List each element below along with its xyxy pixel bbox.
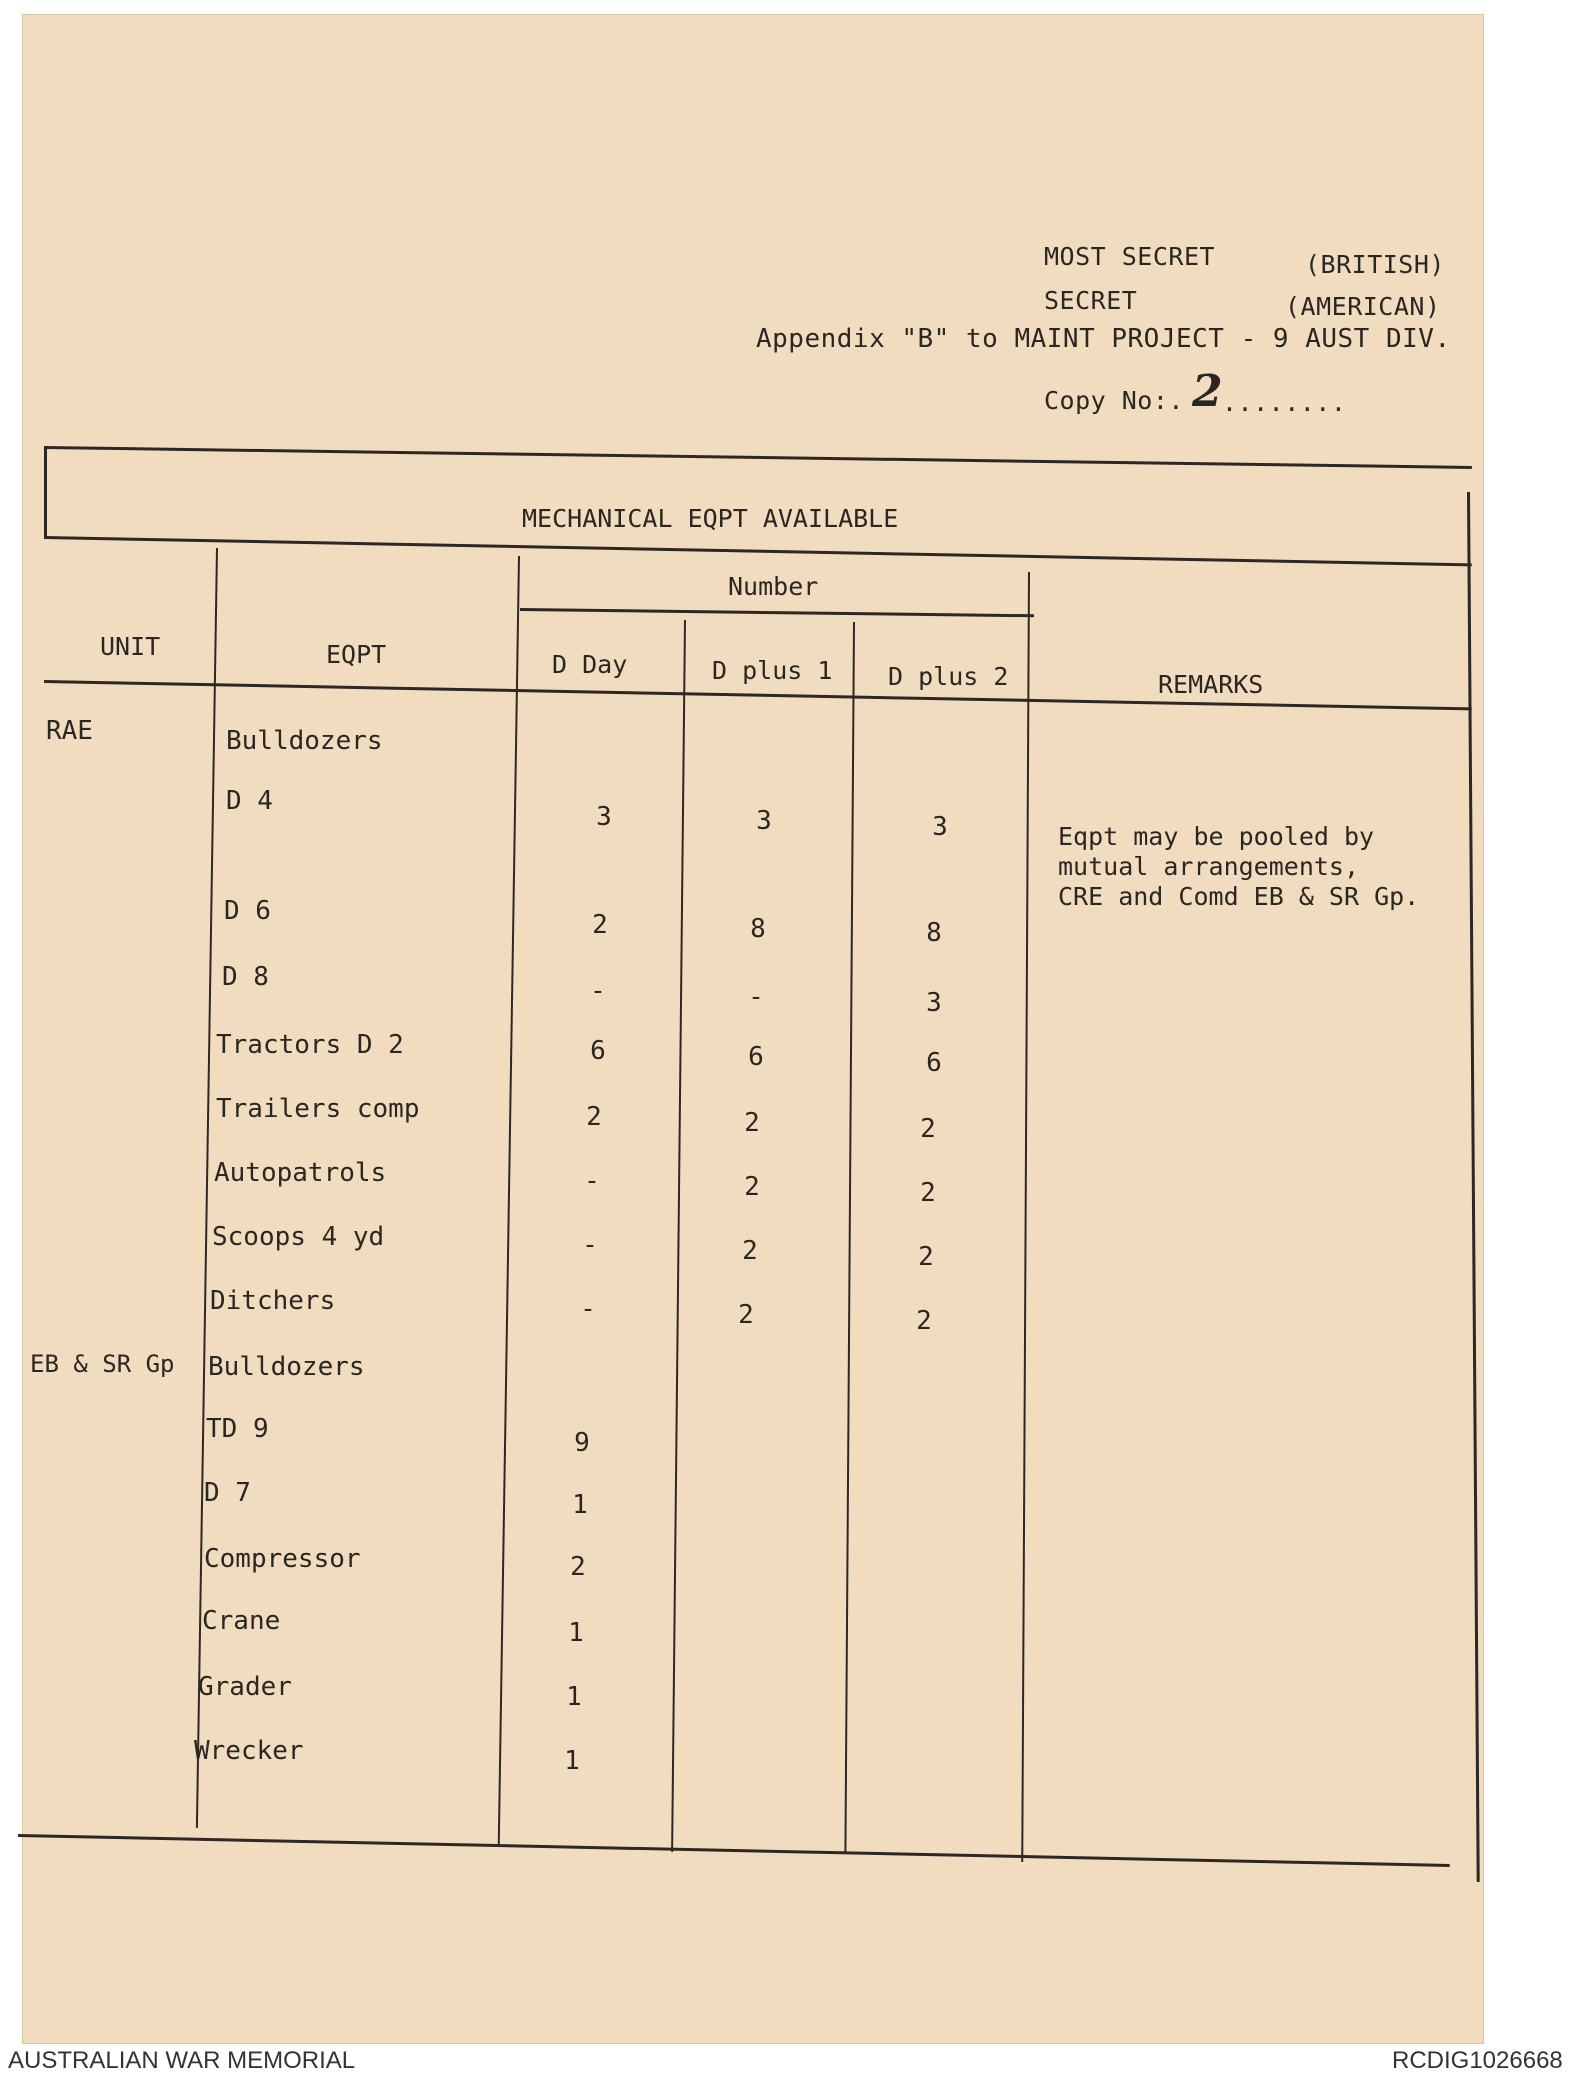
row-unit: RAE [46, 716, 93, 746]
row-eqpt: Bulldozers [226, 726, 383, 756]
row-dday: 1 [564, 1746, 580, 1776]
row-dday: 1 [568, 1618, 584, 1648]
row-dday: 9 [574, 1428, 590, 1458]
row-dplus1: 2 [738, 1300, 754, 1330]
row-dday: 3 [596, 802, 612, 832]
row-eqpt: D 6 [224, 896, 271, 926]
row-eqpt: Trailers comp [216, 1094, 420, 1124]
column-header-dday: D Day [552, 650, 628, 679]
row-dplus1: 8 [750, 914, 766, 944]
classification-british-label: MOST SECRET [1044, 242, 1216, 271]
copy-label: Copy No:. [1044, 386, 1184, 415]
classification-american-label: SECRET [1044, 286, 1138, 315]
column-header-eqpt: EQPT [326, 640, 387, 669]
row-dplus2: 2 [916, 1306, 932, 1336]
row-dday: - [584, 1166, 600, 1196]
row-dplus1: 6 [748, 1042, 764, 1072]
row-eqpt: Bulldozers [208, 1352, 365, 1382]
row-dday: - [582, 1230, 598, 1260]
column-header-number: Number [728, 572, 819, 601]
row-dday: 2 [570, 1552, 586, 1582]
column-header-dplus2: D plus 2 [888, 662, 1009, 691]
row-dday: 1 [566, 1682, 582, 1712]
remarks-line-3: CRE and Comd EB & SR Gp. [1058, 882, 1420, 911]
row-dplus1: 3 [756, 806, 772, 836]
row-dplus2: 6 [926, 1048, 942, 1078]
row-eqpt: Ditchers [210, 1286, 336, 1316]
row-eqpt: Crane [202, 1606, 281, 1636]
archive-credit: AUSTRALIAN WAR MEMORIAL [8, 2047, 356, 2074]
classification-american-note: (AMERICAN) [1285, 292, 1441, 321]
column-header-remarks: REMARKS [1158, 670, 1264, 699]
row-dplus2: 8 [926, 918, 942, 948]
row-eqpt: Wrecker [194, 1736, 304, 1766]
archive-id: RCDIG1026668 [1392, 2047, 1563, 2074]
row-dday: 2 [586, 1102, 602, 1132]
row-dplus1: 2 [744, 1108, 760, 1138]
row-dplus1: 2 [744, 1172, 760, 1202]
row-dday: 2 [592, 910, 608, 940]
row-dplus1: - [748, 982, 764, 1012]
table-left-border [44, 446, 47, 539]
row-dday: 6 [590, 1036, 606, 1066]
appendix-reference: Appendix "B" to MAINT PROJECT - 9 AUST DIV. [756, 324, 1451, 354]
row-dplus2: 2 [920, 1114, 936, 1144]
row-eqpt: Grader [198, 1672, 292, 1702]
row-dplus2: 2 [918, 1242, 934, 1272]
row-dplus1: 2 [742, 1236, 758, 1266]
row-dplus2: 3 [932, 812, 948, 842]
row-eqpt: TD 9 [206, 1414, 269, 1444]
row-dday: - [580, 1294, 596, 1324]
remarks-line-2: mutual arrangements, [1058, 852, 1360, 881]
classification-british-note: (BRITISH) [1305, 250, 1445, 279]
row-eqpt: D 7 [204, 1478, 251, 1508]
row-eqpt: D 8 [222, 962, 269, 992]
column-header-dplus1: D plus 1 [712, 656, 833, 685]
row-dday: - [590, 976, 606, 1006]
copy-number-dots: ........ [1222, 388, 1347, 417]
row-eqpt: Scoops 4 yd [212, 1222, 385, 1252]
row-eqpt: Tractors D 2 [216, 1030, 404, 1060]
row-eqpt: Compressor [204, 1544, 361, 1574]
row-dday: 1 [572, 1490, 588, 1520]
column-header-unit: UNIT [100, 632, 161, 661]
remarks-line-1: Eqpt may be pooled by [1058, 822, 1375, 851]
copy-number-handwritten: 2 [1192, 366, 1223, 417]
table-title: MECHANICAL EQPT AVAILABLE [522, 504, 899, 533]
row-dplus2: 2 [920, 1178, 936, 1208]
copy-number-label [1044, 386, 1184, 415]
row-eqpt: D 4 [226, 786, 273, 816]
row-eqpt: Autopatrols [214, 1158, 387, 1188]
row-unit: EB & SR Gp [30, 1350, 175, 1378]
row-dplus2: 3 [926, 988, 942, 1018]
